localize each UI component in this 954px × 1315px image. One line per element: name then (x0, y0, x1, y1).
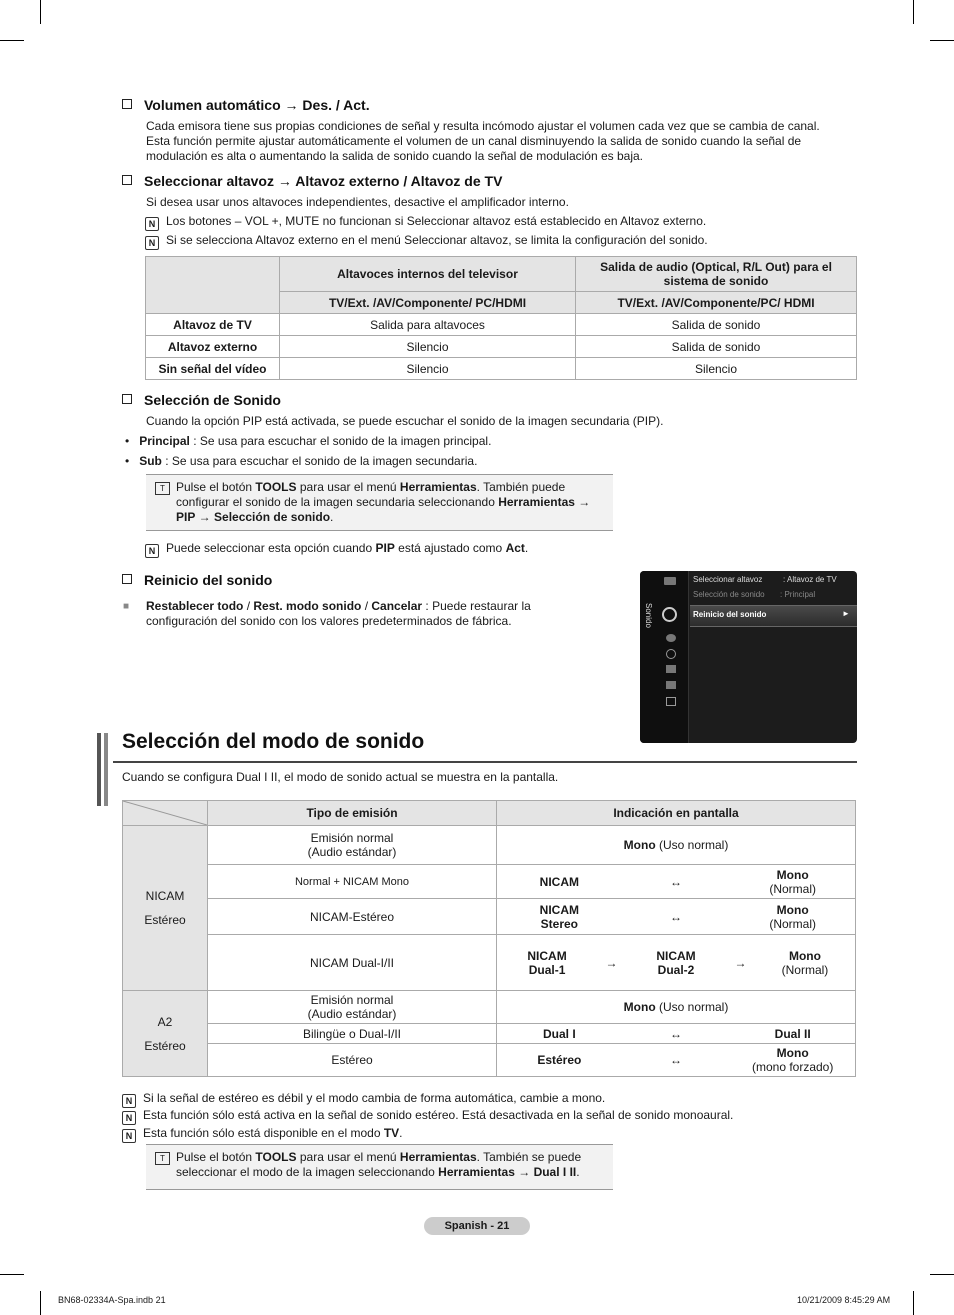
crop-mark (40, 1291, 41, 1315)
title-bar-decoration (104, 733, 108, 806)
checkbox-icon (122, 394, 132, 404)
arrow-icon: ↔ (670, 909, 682, 924)
table-header: Altavoces internos del televisor (280, 257, 576, 292)
heading-seleccion: Selección de Sonido (122, 392, 281, 408)
tools-box-pip (146, 474, 613, 531)
table-header: Tipo de emisión (208, 801, 497, 826)
crop-mark (913, 0, 914, 24)
title-rule (113, 761, 857, 763)
table-row: NICAM Dual-I/II NICAM Dual-1 → NICAM Dual-2 → Mono (Normal) (123, 935, 856, 991)
altavoz-note-2: N Si se selecciona Altavoz externo en el menú Seleccionar altavoz, se limita la configuración del sonido. (145, 233, 855, 250)
group-a2: A2 Estéreo (123, 991, 208, 1077)
mode-note-3: N Esta función sólo está disponible en el modo TV. (122, 1126, 852, 1143)
pip-note: N Puede seleccionar esta opción cuando PIP está ajustado como Act. (145, 541, 528, 558)
table-row: Bilingüe o Dual-I/II Dual I ↔ Dual II (123, 1024, 856, 1044)
channel-icon (666, 634, 676, 642)
arrow-icon: ↔ (670, 874, 682, 889)
bullet-principal: • Principal : Se usa para escuchar el sonido de la imagen principal. (125, 434, 492, 448)
footer-file: BN68-02334A-Spa.indb 21 (58, 1295, 166, 1305)
arrow-icon: → (734, 955, 747, 970)
speaker-table (145, 256, 857, 380)
table-row: Altavoz de TV Salida para altavoces Salida de sonido (146, 314, 857, 336)
table-row: NICAM-Estéreo NICAM Stereo ↔ Mono (Normal) (123, 899, 856, 935)
osd-arrow-icon: ► (842, 609, 850, 618)
osd-row1-label: Seleccionar altavoz (693, 575, 763, 584)
crop-mark (0, 40, 24, 41)
osd-row2-label: Selección de sonido (693, 590, 765, 599)
table-row: Estéreo Estéreo ↔ Mono (mono forzado) (123, 1044, 856, 1077)
arrow-icon: ↔ (670, 1053, 682, 1067)
altavoz-body: Si desea usar unos altavoces independientes, desactive el amplificador interno. (146, 195, 569, 209)
arrow-icon: ↔ (670, 1026, 682, 1041)
checkbox-icon (122, 175, 132, 185)
checkbox-icon (122, 574, 132, 584)
crop-mark (40, 0, 41, 24)
table-row: Altavoz externo Silencio Salida de sonido (146, 336, 857, 358)
page-title: Selección del modo de sonido (122, 730, 425, 753)
osd-row2-value: : Principal (780, 590, 816, 599)
corner-diagonal (123, 801, 207, 825)
mode-table (122, 800, 856, 1077)
sound-icon (662, 607, 677, 622)
tools-icon: T (155, 482, 170, 495)
tools-text: Pulse el botón TOOLS para usar el menú Herramientas. También se puede seleccionar el modo de la imagen seleccionando Herramientas → Dual I II. (176, 1150, 582, 1179)
note-icon: N (122, 1129, 136, 1143)
crop-mark (0, 1274, 24, 1275)
title-bar-decoration (97, 733, 101, 806)
table-header: Salida de audio (Optical, R/L Out) para el sistema de sonido (576, 257, 857, 292)
osd-side-label: Sonido (644, 603, 653, 628)
picture-icon (664, 577, 676, 585)
page-number: Spanish - 21 (424, 1217, 530, 1235)
tools-icon: T (155, 1152, 170, 1165)
heading-altavoz: Seleccionar altavoz → Altavoz externo / Altavoz de TV (122, 173, 502, 189)
table-subheader: TV/Ext. /AV/Componente/PC/ HDMI (576, 292, 857, 314)
footer-date: 10/21/2009 8:45:29 AM (797, 1295, 891, 1305)
table-subheader: TV/Ext. /AV/Componente/ PC/HDMI (280, 292, 576, 314)
note-icon: N (145, 236, 159, 250)
table-row: Sin señal del vídeo Silencio Silencio (146, 358, 857, 380)
osd-sidebar (640, 571, 689, 743)
table-row: A2 Estéreo Emisión normal (Audio estándar) Mono (Uso normal) (123, 991, 856, 1024)
group-nicam: NICAM Estéreo (123, 826, 208, 991)
crop-mark (930, 40, 954, 41)
bullet-sub: • Sub : Se usa para escuchar el sonido de la imagen secundaria. (125, 454, 478, 468)
note-icon: N (145, 217, 159, 231)
note-icon: N (145, 544, 159, 558)
note-icon: N (122, 1094, 136, 1108)
heading-volumen: Volumen automático → Des. / Act. (122, 97, 370, 113)
crop-mark (930, 1274, 954, 1275)
altavoz-note-1: N Los botones – VOL +, MUTE no funcionan si Seleccionar altavoz está establecido en Altavoz externo. (145, 214, 855, 231)
crop-mark (913, 1291, 914, 1315)
osd-row3-label: Reinicio del sonido (693, 610, 767, 619)
setup-icon (666, 649, 676, 659)
checkbox-icon (122, 99, 132, 109)
table-header: Indicación en pantalla (497, 801, 856, 826)
osd-menu (640, 571, 857, 743)
volumen-body: Cada emisora tiene sus propias condiciones de señal y resulta incómodo ajustar el volumen cada vez que se cambia de canal. Esta función permite ajustar automáticamente el volumen de un canal disminuyendo la salida de sonido cuando la señal de modulación es alta o aumentando la salida de sonido cuando la señal de modulación es baja. (146, 119, 820, 163)
tools-box-dual (146, 1144, 613, 1190)
note-icon: N (122, 1111, 136, 1125)
reinicio-body: Restablecer todo / Rest. modo sonido / Cancelar : Puede restaurar la configuración del sonido con los valores predeterminados de fábrica. (146, 599, 531, 628)
application-icon (666, 681, 676, 689)
table-corner (123, 801, 208, 826)
square-bullet: ■ (123, 601, 130, 612)
arrow-icon: → (605, 955, 618, 970)
heading-reinicio: Reinicio del sonido (122, 572, 272, 588)
tools-text: Pulse el botón TOOLS para usar el menú Herramientas. También puede configurar el sonido de la imagen secundaria seleccionando Herramientas → PIP → Selección de sonido. (176, 480, 591, 524)
support-icon (666, 697, 676, 706)
input-icon (666, 665, 676, 673)
table-row: Normal + NICAM Mono NICAM ↔ Mono (Normal) (123, 865, 856, 899)
mode-note-1: N Si la señal de estéreo es débil y el modo cambia de forma automática, cambie a mono. (122, 1091, 852, 1108)
table-row: NICAM Estéreo Emisión normal (Audio estándar) Mono (Uso normal) (123, 826, 856, 865)
osd-row1-value: : Altavoz de TV (783, 575, 837, 584)
seleccion-body: Cuando la opción PIP está activada, se puede escuchar el sonido de la imagen secundaria (PIP). (146, 414, 664, 428)
table-corner (146, 257, 280, 314)
mode-note-2: N Esta función sólo está activa en la señal de sonido estéreo. Está desactivada en la señal de sonido monoaural. (122, 1108, 852, 1125)
mode-intro: Cuando se configura Dual I II, el modo de sonido actual se muestra en la pantalla. (122, 770, 559, 784)
